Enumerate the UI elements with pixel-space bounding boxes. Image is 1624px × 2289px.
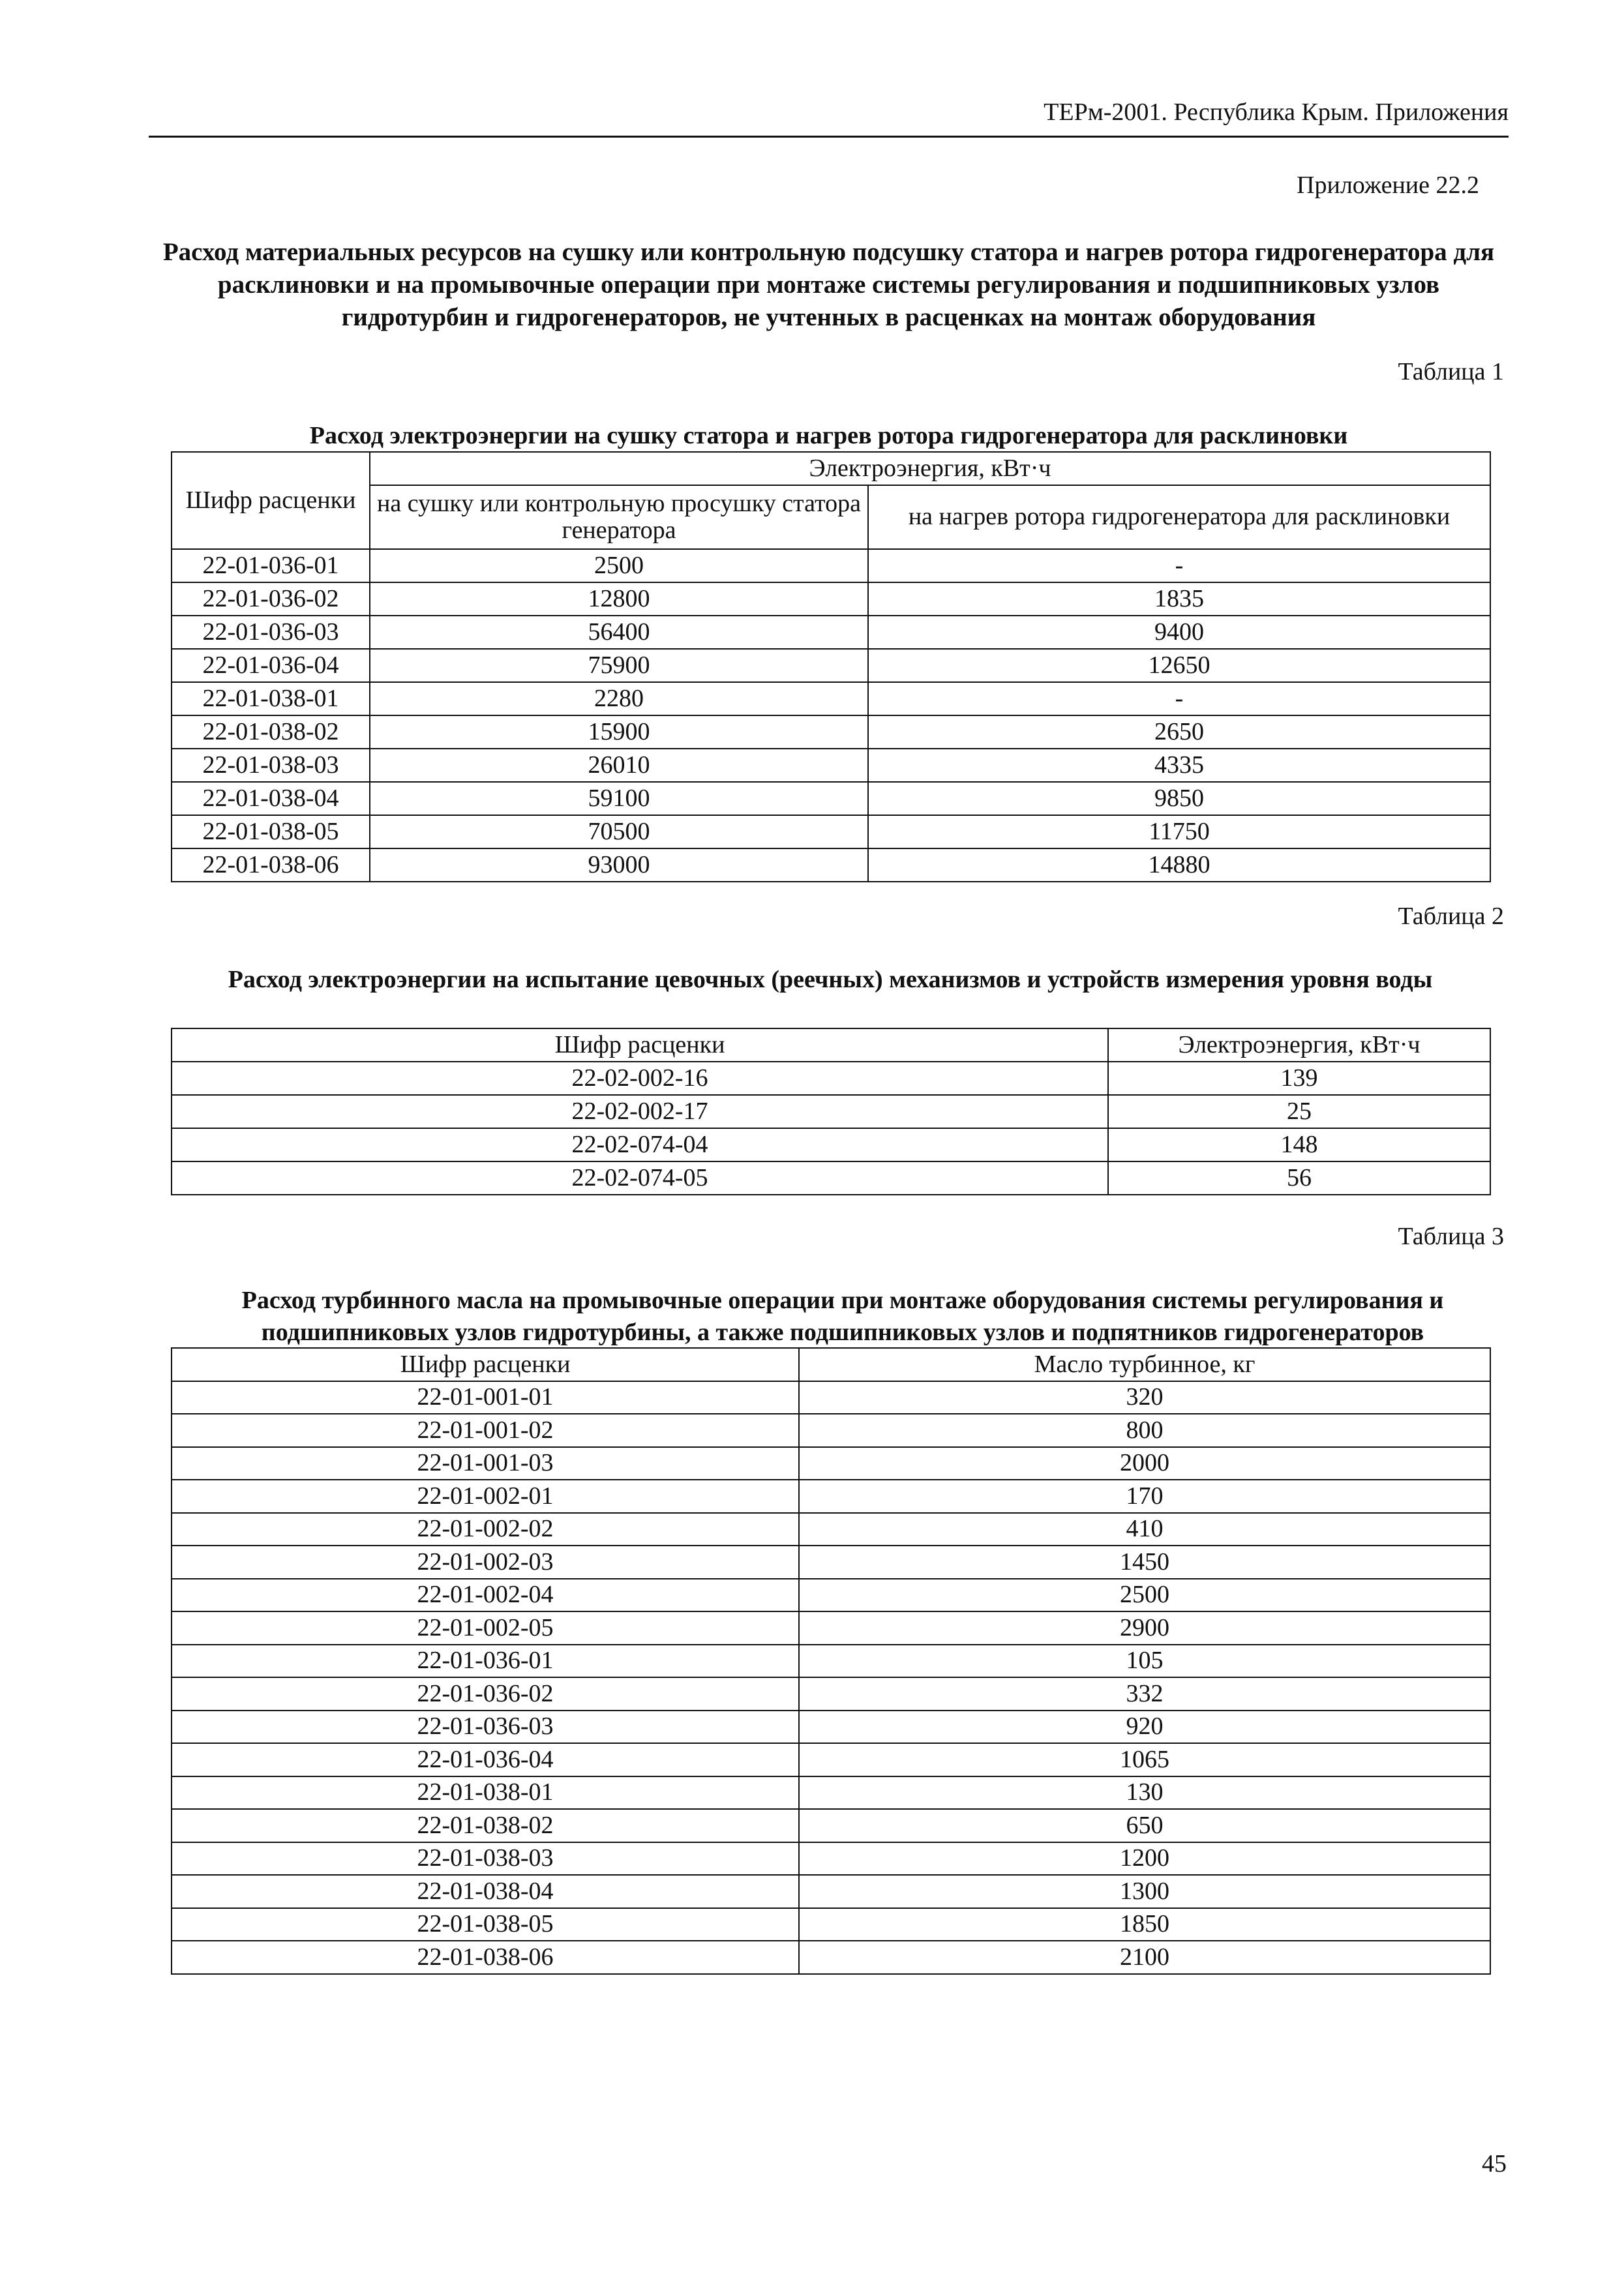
table-row: [172, 1677, 1490, 1711]
page-number: 45: [1482, 2150, 1507, 2177]
table-row: [172, 782, 1490, 815]
table-row: [172, 1611, 1490, 1645]
value-cell: 148: [1108, 1128, 1490, 1161]
table-row: [172, 1908, 1490, 1941]
value-cell: 12800: [370, 582, 868, 616]
value-cell: 2500: [370, 549, 868, 582]
value-cell: 70500: [370, 815, 868, 848]
rate-code-cell: 22-01-038-04: [172, 1875, 799, 1908]
value-cell: -: [868, 682, 1490, 715]
value-cell: 56400: [370, 616, 868, 649]
rate-code-cell: 22-01-038-05: [172, 815, 370, 848]
table-row: [172, 1381, 1490, 1414]
table-row: [172, 1579, 1490, 1612]
value-cell: 1065: [799, 1743, 1490, 1776]
table-row: [172, 649, 1490, 682]
value-cell: 650: [799, 1809, 1490, 1842]
rate-code-cell: 22-01-038-03: [172, 749, 370, 782]
value-cell: -: [868, 549, 1490, 582]
value-cell: 130: [799, 1776, 1490, 1810]
rate-code-cell: 22-01-002-04: [172, 1579, 799, 1612]
rate-code-cell: 22-02-074-04: [172, 1128, 1108, 1161]
table-row: [172, 1941, 1490, 1974]
value-cell: 2100: [799, 1941, 1490, 1974]
value-cell: 2900: [799, 1611, 1490, 1645]
table-row: [172, 1875, 1490, 1908]
table-row: [172, 815, 1490, 848]
value-cell: 2280: [370, 682, 868, 715]
table1-title: Расход электроэнергии на сушку статора и нагрев ротора гидрогенератора для расклиновки: [309, 422, 1348, 449]
rate-code-cell: 22-01-002-03: [172, 1546, 799, 1579]
table-row: [172, 715, 1490, 749]
table2-label: Таблица 2: [1398, 903, 1504, 930]
value-cell: 410: [799, 1513, 1490, 1546]
rate-code-cell: 22-01-036-02: [172, 1677, 799, 1711]
rate-code-cell: 22-01-036-04: [172, 649, 370, 682]
table2-title: Расход электроэнергии на испытание цевочных (реечных) механизмов и устройств измерения уровня воды: [228, 966, 1433, 993]
value-cell: 4335: [868, 749, 1490, 782]
value-cell: 170: [799, 1480, 1490, 1513]
value-cell: 800: [799, 1414, 1490, 1447]
value-cell: 11750: [868, 815, 1490, 848]
table-row: [172, 1447, 1490, 1480]
rate-code-cell: 22-01-038-06: [172, 1941, 799, 1974]
table-row: [172, 682, 1490, 715]
value-cell: 15900: [370, 715, 868, 749]
rate-code-cell: 22-01-038-01: [172, 682, 370, 715]
rate-code-cell: 22-01-038-03: [172, 1842, 799, 1876]
table1-head-code: Шифр расценки: [172, 452, 370, 549]
rate-code-cell: 22-01-002-02: [172, 1513, 799, 1546]
rate-code-cell: 22-01-038-01: [172, 1776, 799, 1810]
table3-body: [172, 1381, 1490, 1974]
value-cell: 1300: [799, 1875, 1490, 1908]
rate-code-cell: 22-02-002-16: [172, 1062, 1108, 1095]
table2-head-value: Электроэнергия, кВт·ч: [1108, 1028, 1490, 1062]
table-row: [172, 1776, 1490, 1810]
table-row: [172, 1743, 1490, 1776]
rate-code-cell: 22-01-038-06: [172, 848, 370, 882]
rate-code-cell: 22-01-036-01: [172, 549, 370, 582]
rate-code-cell: 22-01-038-02: [172, 715, 370, 749]
table-row: [172, 1513, 1490, 1546]
running-header: ТЕРм-2001. Республика Крым. Приложения: [149, 98, 1509, 138]
document-title: Расход материальных ресурсов на сушку или контрольную подсушку статора и нагрев ротора гидрогенератора для расклиновки и на промывочные операции при монтаже системы регулирования и подшипниковых узлов гидротурбин и гидрогенераторов, не учтенных в расценках на монтаж оборудования: [162, 238, 1495, 331]
value-cell: 320: [799, 1381, 1490, 1414]
table1: [171, 451, 1491, 882]
table-row: [172, 1161, 1490, 1195]
value-cell: 105: [799, 1645, 1490, 1678]
value-cell: 1850: [799, 1908, 1490, 1941]
rate-code-cell: 22-02-002-17: [172, 1095, 1108, 1128]
value-cell: 1450: [799, 1546, 1490, 1579]
value-cell: 14880: [868, 848, 1490, 882]
rate-code-cell: 22-01-038-02: [172, 1809, 799, 1842]
appendix-label: Приложение 22.2: [1297, 172, 1479, 199]
table1-body: [172, 549, 1490, 882]
value-cell: 920: [799, 1711, 1490, 1744]
value-cell: 59100: [370, 782, 868, 815]
table3-label: Таблица 3: [1398, 1223, 1504, 1250]
table-row: [172, 1645, 1490, 1678]
table-row: [172, 1414, 1490, 1447]
value-cell: 2500: [799, 1579, 1490, 1612]
table2-body: [172, 1062, 1490, 1195]
value-cell: 1200: [799, 1842, 1490, 1876]
value-cell: 75900: [370, 649, 868, 682]
rate-code-cell: 22-01-036-04: [172, 1743, 799, 1776]
table1-label: Таблица 1: [1398, 358, 1504, 385]
table-row: [172, 848, 1490, 882]
table-row: [172, 1809, 1490, 1842]
value-cell: 1835: [868, 582, 1490, 616]
rate-code-cell: 22-01-001-02: [172, 1414, 799, 1447]
value-cell: 26010: [370, 749, 868, 782]
rate-code-cell: 22-01-036-03: [172, 616, 370, 649]
table1-head-group: Электроэнергия, кВт·ч: [370, 452, 1490, 485]
table3-head-value: Масло турбинное, кг: [799, 1348, 1490, 1381]
table-row: [172, 1128, 1490, 1161]
value-cell: 56: [1108, 1161, 1490, 1195]
value-cell: 12650: [868, 649, 1490, 682]
value-cell: 332: [799, 1677, 1490, 1711]
table-row: [172, 1062, 1490, 1095]
table-row: [172, 749, 1490, 782]
value-cell: 9850: [868, 782, 1490, 815]
table-row: [172, 1546, 1490, 1579]
rate-code-cell: 22-01-001-03: [172, 1447, 799, 1480]
value-cell: 2650: [868, 715, 1490, 749]
table3-head-code: Шифр расценки: [172, 1348, 799, 1381]
rate-code-cell: 22-01-036-02: [172, 582, 370, 616]
rate-code-cell: 22-01-036-01: [172, 1645, 799, 1678]
value-cell: 25: [1108, 1095, 1490, 1128]
table-row: [172, 549, 1490, 582]
rate-code-cell: 22-01-002-01: [172, 1480, 799, 1513]
value-cell: 9400: [868, 616, 1490, 649]
table-row: [172, 582, 1490, 616]
table-row: [172, 616, 1490, 649]
rate-code-cell: 22-02-074-05: [172, 1161, 1108, 1195]
table1-head-col1: на сушку или контрольную просушку статора генератора: [370, 485, 868, 549]
rate-code-cell: 22-01-002-05: [172, 1611, 799, 1645]
value-cell: 2000: [799, 1447, 1490, 1480]
table-row: [172, 1711, 1490, 1744]
rate-code-cell: 22-01-038-04: [172, 782, 370, 815]
value-cell: 139: [1108, 1062, 1490, 1095]
table3-title: Расход турбинного масла на промывочные операции при монтаже оборудования системы регулирования и подшипниковых узлов гидротурбины, а также подшипниковых узлов и подпятников гидрогенераторов: [241, 1287, 1444, 1346]
table1-head-col2: на нагрев ротора гидрогенератора для расклиновки: [868, 485, 1490, 549]
table-row: [172, 1842, 1490, 1876]
table-row: [172, 1480, 1490, 1513]
table2-head-code: Шифр расценки: [172, 1028, 1108, 1062]
rate-code-cell: 22-01-001-01: [172, 1381, 799, 1414]
rate-code-cell: 22-01-038-05: [172, 1908, 799, 1941]
table3: [171, 1347, 1491, 1975]
value-cell: 93000: [370, 848, 868, 882]
table-row: [172, 1095, 1490, 1128]
table2: [171, 1028, 1491, 1195]
rate-code-cell: 22-01-036-03: [172, 1711, 799, 1744]
